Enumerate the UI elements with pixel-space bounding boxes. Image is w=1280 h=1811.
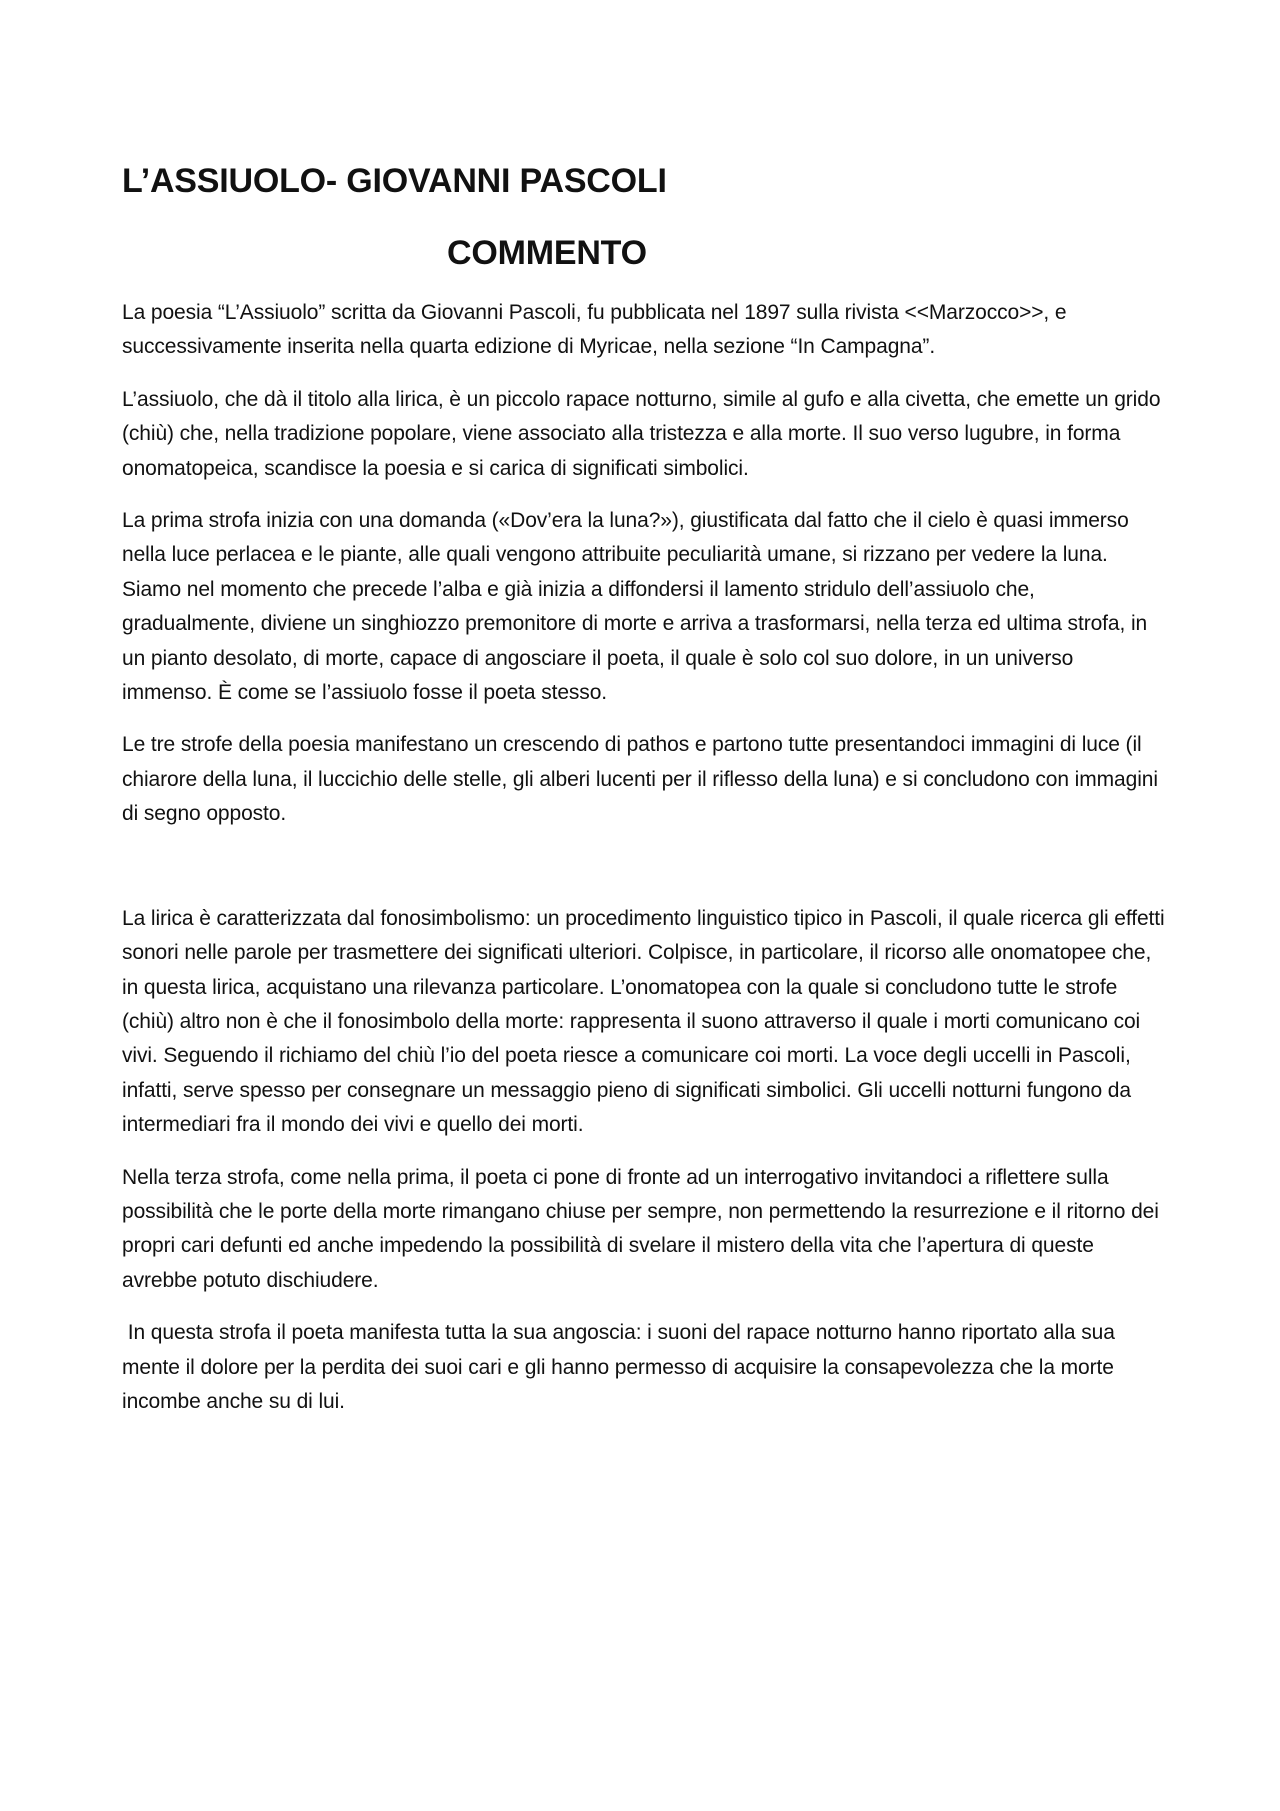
- document-title: L’ASSIUOLO- GIOVANNI PASCOLI: [122, 162, 667, 200]
- paragraph-third-stanza: Nella terza strofa, come nella prima, il poeta ci pone di fronte ad un interrogativo invitandoci a riflettere sulla possibilità che le porte della morte rimangano chiuse per sempre, non permettendo la resurrezione e il ritorno dei propri cari defunti ed anche impedendo la possibilità di svelare il mistero della vita che l’apertura di queste avrebbe potuto dischiudere.: [122, 1165, 1159, 1292]
- paragraph-assiuolo: L’assiuolo, che dà il titolo alla lirica, è un piccolo rapace notturno, simile al gufo e alla civetta, che emette un grido (chiù) che, nella tradizione popolare, viene associato alla tristezza e alla morte. Il suo verso lugubre, in forma onomatopeica, scandisce la poesia e si carica di significati simbolici.: [122, 387, 1161, 480]
- document-body: [122, 158, 1167, 1437]
- paragraph-first-stanza: La prima strofa inizia con una domanda («Dov’era la luna?»), giustificata dal fatto che il cielo è quasi immerso nella luce perlacea e le piante, alle quali vengono attribuite peculiarità umane, si rizzano per vedere la luna. Siamo nel momento che precede l’alba e già inizia a diffondersi il lamento stridulo dell’assiuolo che, gradualmente, diviene un singhiozzo premonitore di morte e arriva a trasformarsi, nella terza ed ultima strofa, in un pianto desolato, di morte, capace di angosciare il poeta, il quale è solo col suo dolore, in un universo immenso. È come se l’assiuolo fosse il poeta stesso.: [122, 509, 1148, 705]
- paragraph-publication: La poesia “L’Assiuolo” scritta da Giovanni Pascoli, fu pubblicata nel 1897 sulla rivista <<Marzocco>>, e successivamente inserita nella quarta edizione di Myricae, nella sezione “In Campagna”.: [122, 301, 1067, 359]
- paragraph-angoscia: In questa strofa il poeta manifesta tutta la sua angoscia: i suoni del rapace notturno hanno riportato alla sua mente il dolore per la perdita dei suoi cari e gli hanno permesso di acquisire la consapevolezza che la morte incombe anche su di lui.: [122, 1321, 1121, 1413]
- paragraph-three-stanzas: Le tre strofe della poesia manifestano un crescendo di pathos e partono tutte presentandoci immagini di luce (il chiarore della luna, il luccichio delle stelle, gli alberi lucenti per il riflesso della luna) e si concludono con immagini di segno opposto.: [122, 733, 1158, 826]
- document-subtitle: COMMENTO: [447, 234, 647, 272]
- paragraph-fonosimbolismo: La lirica è caratterizzata dal fonosimbolismo: un procedimento linguistico tipico in Pascoli, il quale ricerca gli effetti sonori nelle parole per trasmettere dei significati ulteriori. Colpisce, in particolare, il ricorso alle onomatopee che, in questa lirica, acquistano una rilevanza particolare. L’onomatopea con la quale si concludono tutte le strofe (chiù) altro non è che il fonosimbolo della morte: rappresenta il suono attraverso il quale i morti comunicano coi vivi. Seguendo il richiamo del chiù l’io del poeta riesce a comunicare coi morti. La voce degli uccelli in Pascoli, infatti, serve spesso per consegnare un messaggio pieno di significati simbolici. Gli uccelli notturni fungono da intermediari fra il mondo dei vivi e quello dei morti.: [122, 906, 1165, 1137]
